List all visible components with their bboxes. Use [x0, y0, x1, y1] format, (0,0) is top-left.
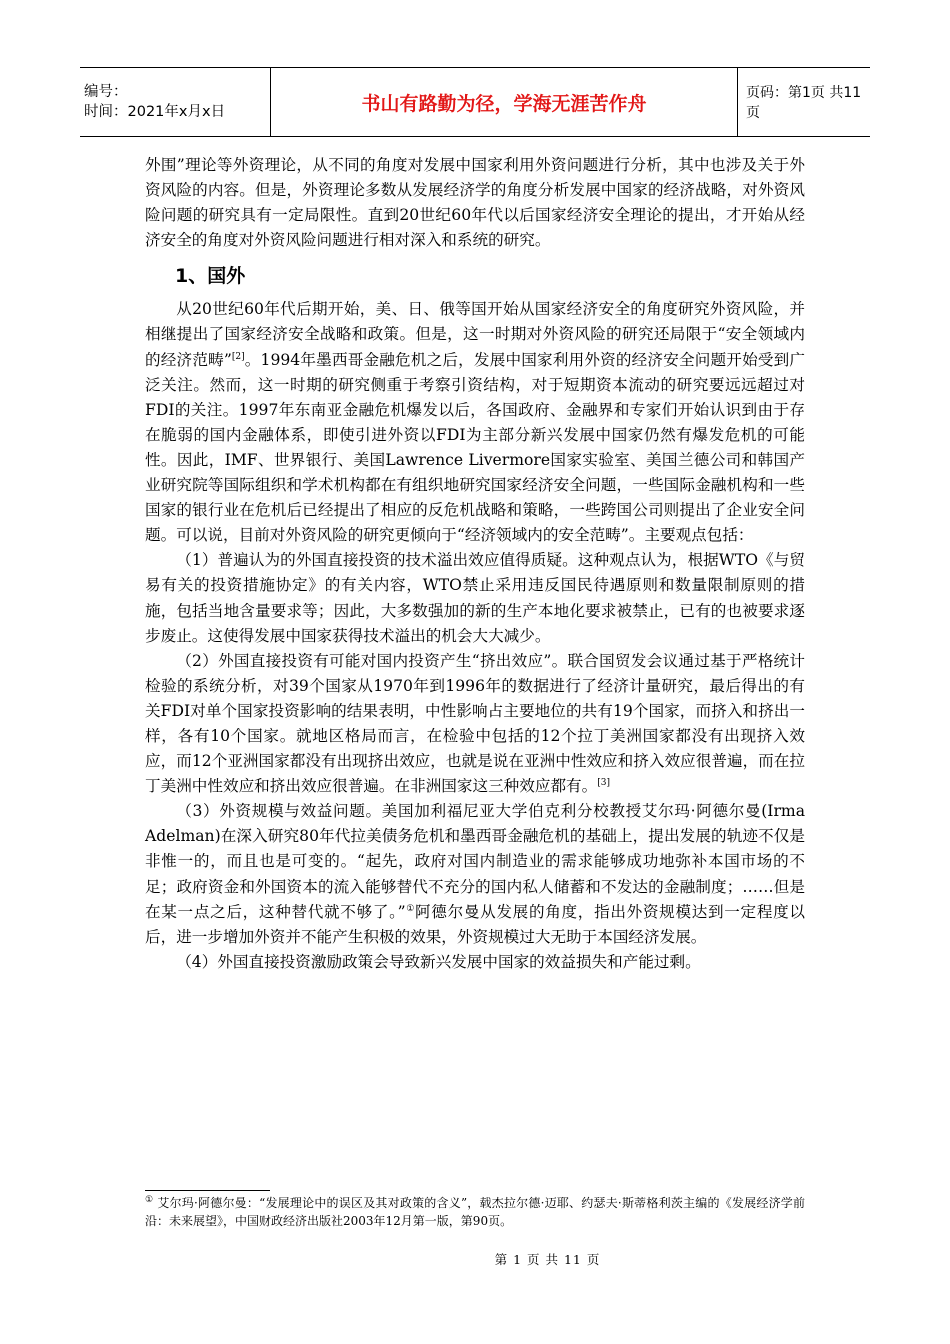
paragraph-1-text-b: 。1994年墨西哥金融危机之后，发展中国家利用外资的经济安全问题开始受到广泛关注。然而，这一时期的研究侧重于考察引资结构，对于短期资本流动的研究要远远超过对FDI的关注。1997年东南亚金融危机爆发以后，各国政府、金融界和专家们开始认识到由于存在脆弱的国内金融体系，即使引进外资以FDI为主部分新兴发展中国家仍然有爆发危机的可能性。因此，IMF、世界银行、美国Lawrence Livermore国家实验室、美国兰德公司和韩国产业研究院等国际组织和学术机构都在有组织地研究国家经济安全问题，一些国际金融机构和一些国家的银行业在危机后已经提出了相应的反危机战略和策略，一些跨国公司则提出了企业安全问题。可以说，目前对外资风险的研究更倾向于“经济领域内的安全范畴”。主要观点包括： [145, 350, 805, 545]
paragraph-1-text-a: 从20世纪60年代后期开始，美、日、俄等国开始从国家经济安全的角度研究外资风险，并相继提出了国家经济安全战略和政策。但是，这一时期对外资风险的研究还局限于“安全领域内的经济范畴” [145, 300, 805, 369]
document-body [145, 153, 805, 975]
point-1: （1）普遍认为的外国直接投资的技术溢出效应值得质疑。这种观点认为，根据WTO《与贸易有关的投资措施协定》的有关内容，WTO禁止采用违反国民待遇原则和数量限制原则的措施，包括当地含量要求等；因此，大多数强加的新的生产本地化要求被禁止，已有的也被要求逐步废止。这使得发展中国家获得技术溢出的机会大大减少。 [145, 551, 805, 645]
footnote [145, 1194, 805, 1230]
section-heading: 1、国外 [175, 265, 246, 288]
citation-ref: [2] [231, 351, 245, 362]
paragraph-1 [145, 297, 805, 548]
footnote-ref: ① [405, 903, 416, 914]
header-meta [80, 68, 270, 136]
citation-ref: [3] [597, 777, 610, 788]
point-2 [145, 649, 805, 800]
page-header [80, 67, 870, 137]
point-2-text: （2）外国直接投资有可能对国内投资产生“挤出效应”。联合国贸发会议通过基于严格统计检验的系统分析，对39个国家从1970年到1996年的数据进行了经济计量研究，最后得出的有关FDI对单个国家投资影响的结果表明，中性影响占主要地位的共有19个国家，而挤入和挤出一样，各有10个国家。就地区格局而言，在检验中包括的12个拉丁美洲国家都没有出现挤入效应，而12个亚洲国家都没有出现挤出效应，也就是说在亚洲中性效应和挤入效应很普遍，而在拉丁美洲中性效应和挤出效应很普遍。在非洲国家这三种效应都有。 [145, 651, 805, 796]
point-4: （4）外国直接投资激励政策会导致新兴发展中国家的效益损失和产能过剩。 [176, 952, 701, 971]
footnote-mark: ① [145, 1195, 154, 1205]
time-label: 时间：2021年x月x日 [84, 104, 226, 120]
header-page-info: 页码：第1页 共11页 [746, 85, 862, 121]
page-number: 第 1 页 共 11 页 [494, 1252, 601, 1267]
point-3 [145, 799, 805, 950]
paragraph-intro: 外围”理论等外资理论，从不同的角度对发展中国家利用外资问题进行分析，其中也涉及关于外资风险的内容。但是，外资理论多数从发展经济学的角度分析发展中国家的经济战略，对外资风险问题的研究具有一定局限性。直到20世纪60年代以后国家经济安全理论的提出，才开始从经济安全的角度对外资风险问题进行相对深入和系统的研究。 [145, 156, 805, 250]
footnote-text: 艾尔玛·阿德尔曼：“发展理论中的误区及其对政策的含义”，载杰拉尔德·迈耶、约瑟夫·斯蒂格利茨主编的《发展经济学前沿：未来展望》，中国财政经济出版社2003年12月第一版，第90页。 [145, 1196, 806, 1228]
point-3-text-a: （3）外资规模与效益问题。美国加利福尼亚大学伯克利分校教授艾尔玛·阿德尔曼(Irma Adelman)在深入研究80年代拉美债务危机和墨西哥金融危机的基础上，提出发展的轨迹不仅是非惟一的，而且也是可变的。“起先，政府对国内制造业的需求能够成功地弥补本国市场的不足；政府资金和外国资本的流入能够替代不充分的国内私人储蓄和不发达的金融制度；……但是在某一点之后，这种替代就不够了。” [145, 802, 805, 921]
footnote-divider [145, 1190, 270, 1191]
point-3-text-b: 阿德尔曼从发展的角度，指出外资规模达到一定程度以后，进一步增加外资并不能产生积极的效果，外资规模过大无助于本国经济发展。 [145, 902, 805, 946]
number-label: 编号： [84, 84, 128, 100]
header-motto: 书山有路勤为径，学海无涯苦作舟 [270, 68, 738, 136]
